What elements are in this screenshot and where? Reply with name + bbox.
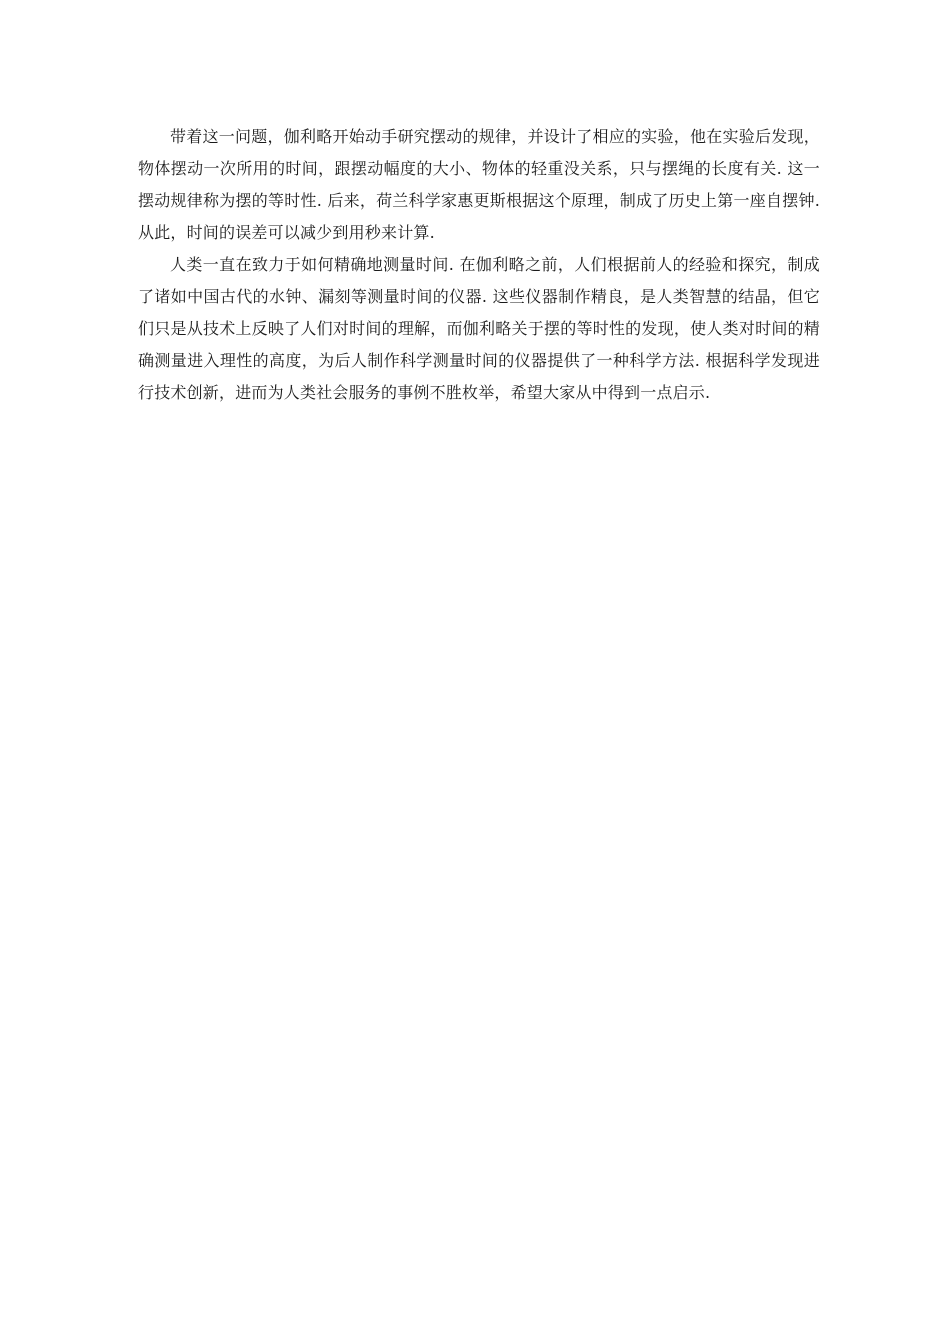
paragraph-pendulum-discovery: 带着这一问题，伽利略开始动手研究摆动的规律，并设计了相应的实验，他在实验后发现，物体摆动一次所用的时间，跟摆动幅度的大小、物体的轻重没关系，只与摆绳的长度有关. 这一摆动规律称为摆的等时性. 后来，荷兰科学家惠更斯根据这个原理，制成了历史上第一座自摆钟. 从此，时间的误差可以减少到用秒来计算.: [138, 127, 820, 242]
paragraph-time-measurement: 人类一直在致力于如何精确地测量时间. 在伽利略之前，人们根据前人的经验和探究，制成了诸如中国古代的水钟、漏刻等测量时间的仪器. 这些仪器制作精良，是人类智慧的结晶，但它们只是从技术上反映了人们对时间的理解，而伽利略关于摆的等时性的发现，使人类对时间的精确测量进入理性的高度，为后人制作科学测量时间的仪器提供了一种科学方法. 根据科学发现进行技术创新，进而为人类社会服务的事例不胜枚举，希望大家从中得到一点启示.: [138, 255, 820, 402]
body-text: [138, 121, 820, 409]
